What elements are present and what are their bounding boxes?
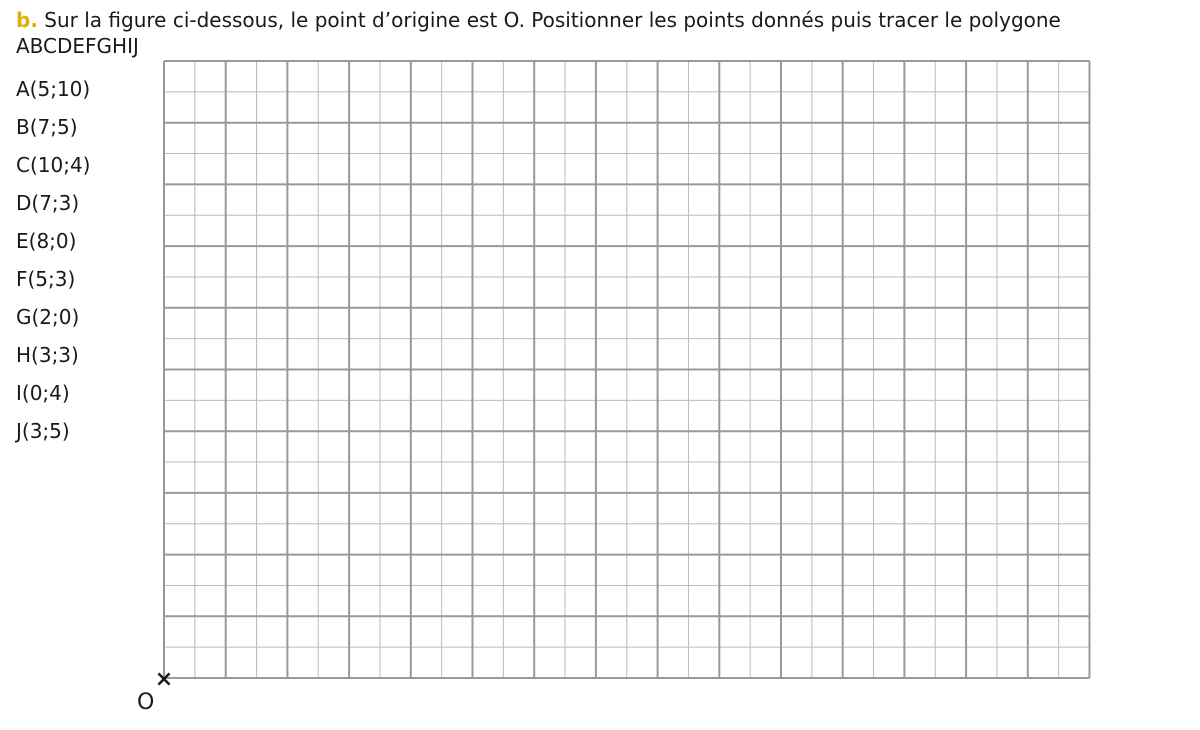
point-g-label: G(2;0) bbox=[16, 305, 80, 329]
point-i-label: I(0;4) bbox=[16, 381, 70, 405]
point-e-label: E(8;0) bbox=[16, 229, 77, 253]
point-h-label: H(3;3) bbox=[16, 343, 79, 367]
instruction-text: Sur la figure ci-dessous, le point d’origine est O. Positionner les points donnés puis tracer le polygone ABCDEFGHIJ bbox=[16, 8, 1061, 58]
point-f-label: F(5;3) bbox=[16, 267, 76, 291]
origin-marker: × bbox=[154, 667, 174, 692]
origin-label: O bbox=[137, 690, 155, 715]
point-j-label: J(3;5) bbox=[16, 419, 70, 443]
point-d-label: D(7;3) bbox=[16, 191, 80, 215]
point-c-label: C(10;4) bbox=[16, 153, 91, 177]
point-a-label: A(5;10) bbox=[16, 77, 91, 101]
exercise-marker: b. bbox=[16, 8, 38, 32]
point-b-label: B(7;5) bbox=[16, 115, 78, 139]
